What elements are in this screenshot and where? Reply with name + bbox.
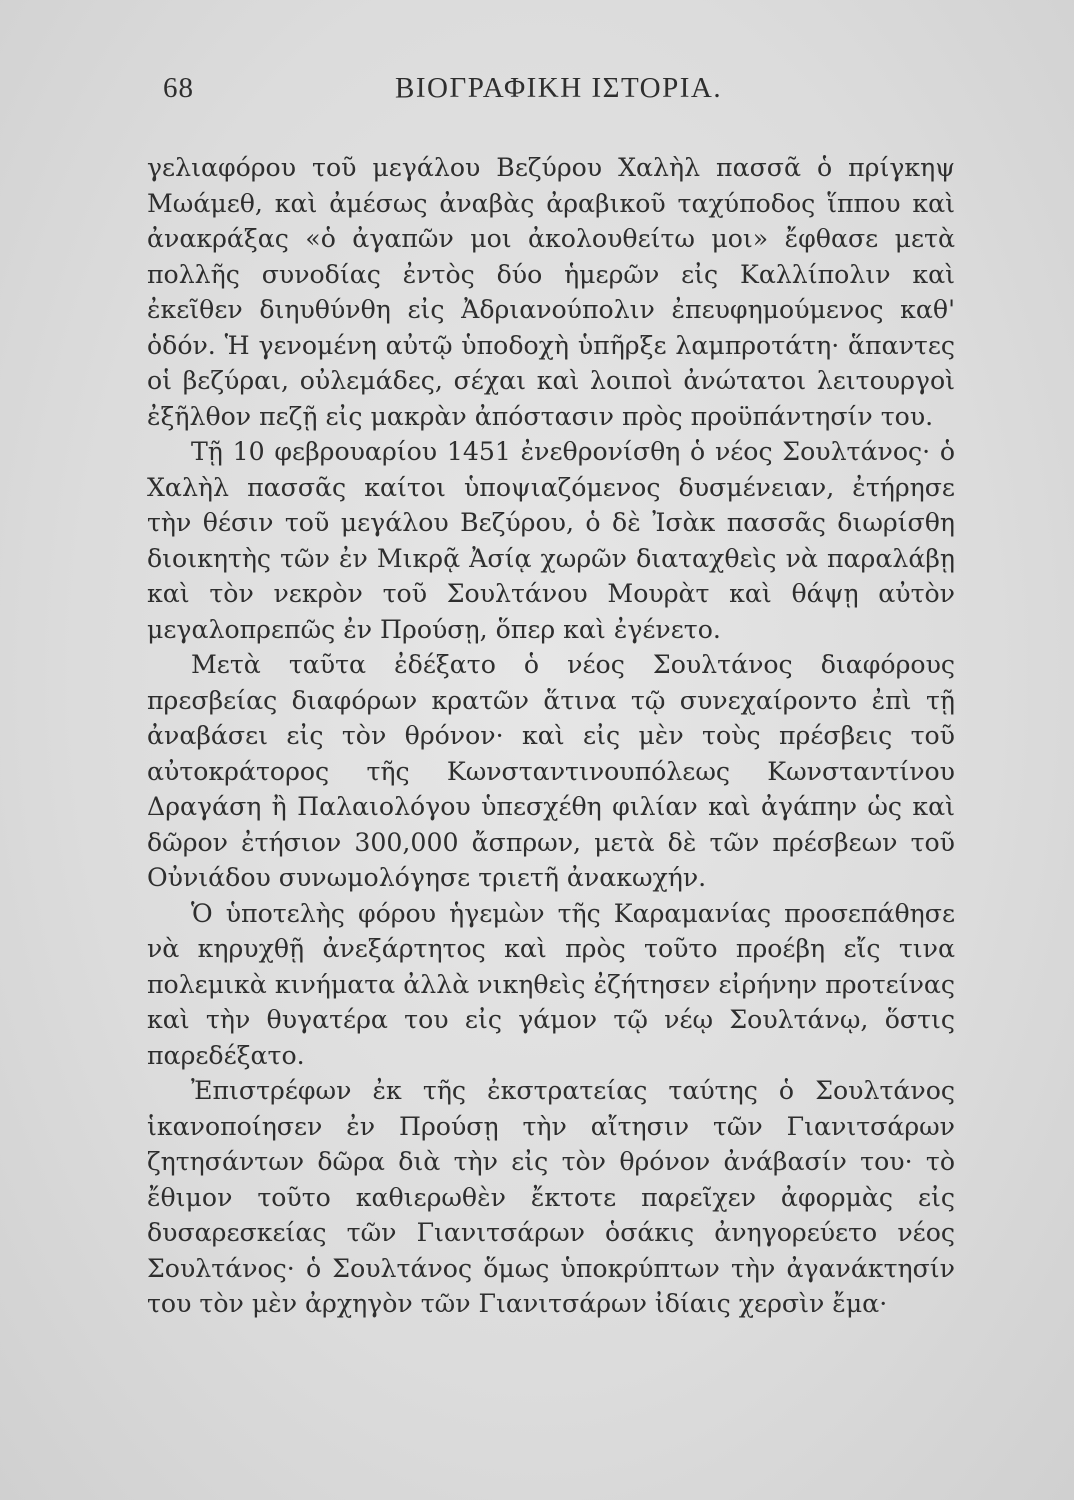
paragraph: Τῇ 10 φεβρουαρίου 1451 ἐνεθρονίσθη ὁ νέος Σουλτάνος· ὁ Χαλὴλ πασσᾶς καίτοι ὑποψιαζόμενος δυσμένειαν, ἐτήρησε τὴν θέσιν τοῦ μεγάλου Βεζύρου, ὁ δὲ Ἰσὰκ πασσᾶς διωρίσθη διοικητὴς τῶν ἐν Μικρᾷ Ἀσίᾳ χωρῶν διαταχθεὶς νὰ παραλάβῃ καὶ τὸν νεκρὸν τοῦ Σουλτάνου Μουρὰτ καὶ θάψῃ αὐτὸν μεγαλοπρεπῶς ἐν Προύσῃ, ὅπερ καὶ ἐγένετο. — [147, 437, 955, 644]
page-number: 68 — [163, 72, 194, 104]
paragraph: γελιαφόρου τοῦ μεγάλου Βεζύρου Χαλὴλ πασσᾶ ὁ πρίγκηψ Μωάμεθ, καὶ ἀμέσως ἀναβὰς ἀραβικοῦ ταχύποδος ἵππου καὶ ἀνακράξας «ὁ ἀγαπῶν μοι ἀκολουθείτω μοι» ἔφθασε μετὰ πολλῆς συνοδίας ἐντὸς δύο ἡμερῶν εἰς Καλλίπολιν καὶ ἐκεῖθεν διηυθύνθη εἰς Ἀδριανούπολιν ἐπευφημούμενος καθ' ὁδόν. Ἡ γενομένη αὐτῷ ὑποδοχὴ ὑπῆρξε λαμπροτάτη· ἅπαντες οἱ βεζύραι, οὐλεμάδες, σέχαι καὶ λοιποὶ ἀνώτατοι λειτουργοὶ ἐξῆλθον πεζῇ εἰς μακρὰν ἀπόστασιν πρὸς προϋπάντησίν του. — [147, 153, 955, 431]
page-header — [163, 72, 953, 112]
body-text — [147, 150, 955, 1322]
paragraph: Ὁ ὑποτελὴς φόρου ἡγεμὼν τῆς Καραμανίας προσεπάθησε νὰ κηρυχθῇ ἀνεξάρτητος καὶ πρὸς τοῦτο προέβη εἴς τινα πολεμικὰ κινήματα ἀλλὰ νικηθεὶς ἐζήτησεν εἰρήνην προτείνας καὶ τὴν θυγατέρα του εἰς γάμον τῷ νέῳ Σουλτάνῳ, ὅστις παρεδέξατο. — [147, 898, 955, 1070]
running-head: ΒΙΟΓΡΑΦΙΚΗ ΙΣΤΟΡΙΑ. — [395, 72, 723, 104]
paragraph: Μετὰ ταῦτα ἐδέξατο ὁ νέος Σουλτάνος διαφόρους πρεσβείας διαφόρων κρατῶν ἅτινα τῷ συνεχαίροντο ἐπὶ τῇ ἀναβάσει εἰς τὸν θρόνον· καὶ εἰς μὲν τοὺς πρέσβεις τοῦ αὐτοκράτορος τῆς Κωνσταντινουπόλεως Κωνσταντίνου Δραγάση ἢ Παλαιολόγου ὑπεσχέθη φιλίαν καὶ ἀγάπην ὡς καὶ δῶρον ἐτήσιον 300,000 ἄσπρων, μετὰ δὲ τῶν πρέσβεων τοῦ Οὐνιάδου συνωμολόγησε τριετῆ ἀνακωχήν. — [147, 650, 955, 892]
paragraph: Ἐπιστρέφων ἐκ τῆς ἐκστρατείας ταύτης ὁ Σουλτάνος ἱκανοποίησεν ἐν Προύσῃ τὴν αἴτησιν τῶν Γιανιτσάρων ζητησάντων δῶρα διὰ τὴν εἰς τὸν θρόνον ἀνάβασίν του· τὸ ἔθιμον τοῦτο καθιερωθὲν ἔκτοτε παρεῖχεν ἀφορμὰς εἰς δυσαρεσκείας τῶν Γιανιτσάρων ὁσάκις ἀνηγορεύετο νέος Σουλτάνος· ὁ Σουλτάνος ὅμως ὑποκρύπτων τὴν ἀγανάκτησίν του τὸν μὲν ἀρχηγὸν τῶν Γιανιτσάρων ἰδίαις χερσὶν ἔμα· — [147, 1076, 955, 1318]
